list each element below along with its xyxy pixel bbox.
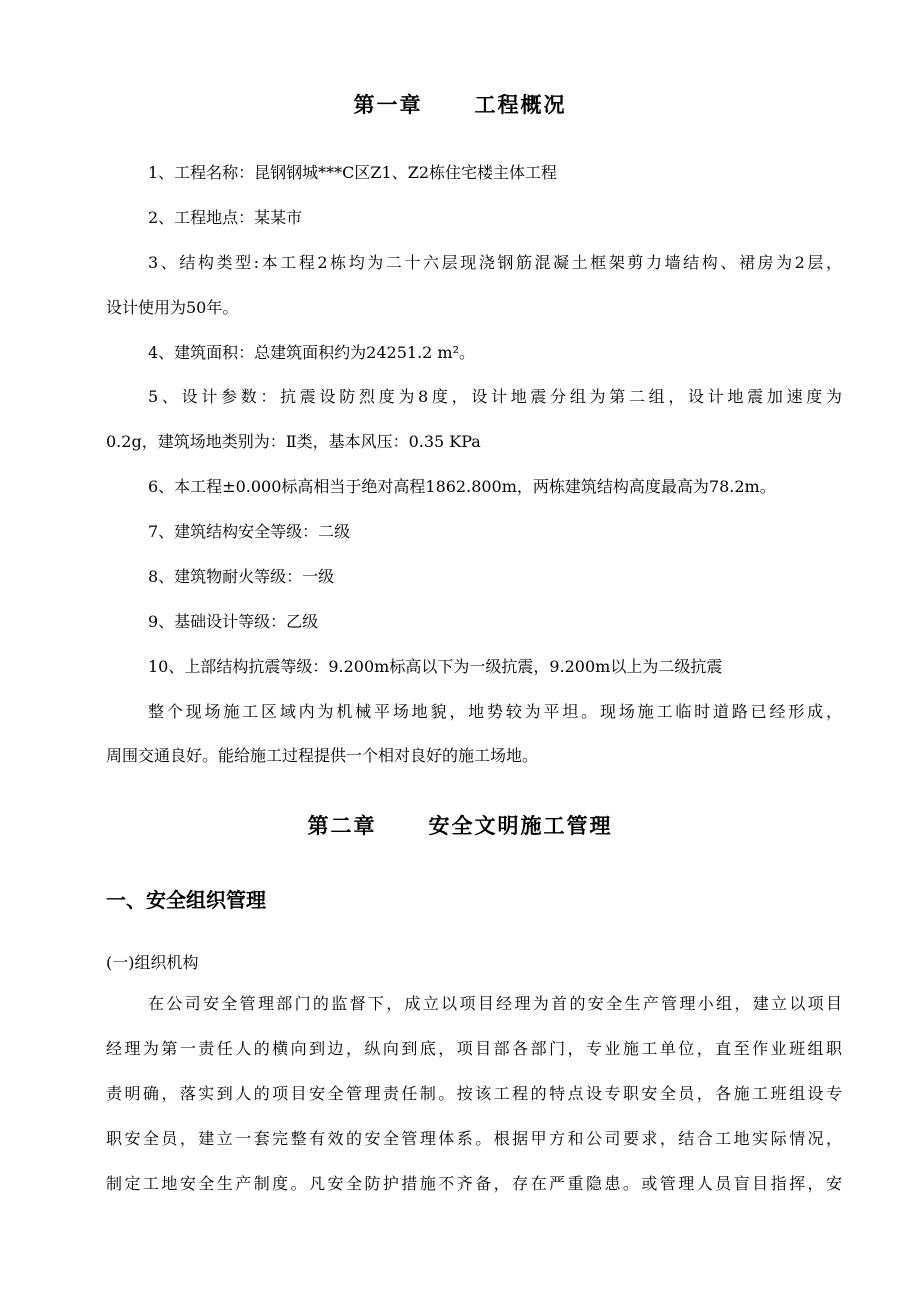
subsection-title: (一)组织机构 [106,953,199,972]
item-structure-type-cont: 设计使用为50年。 [106,298,239,317]
paragraph-line: 职安全员，建立一套完整有效的安全管理体系。根据甲方和公司要求，结合工地实际情况， [106,1129,842,1148]
chapter-1-label: 第一章 [353,93,423,117]
item-elevation: 6、本工程±0.000标高相当于绝对高程1862.800m，两栋建筑结构高度最高为78.2m。 [148,477,776,496]
item-design-params: 5、设计参数：抗震设防烈度为8度，设计地震分组为第二组，设计地震加速度为 [148,387,842,406]
item-safety-grade: 7、建筑结构安全等级：二级 [148,522,351,541]
item-foundation-grade: 9、基础设计等级：乙级 [148,612,319,631]
site-description: 整个现场施工区域内为机械平场地貌，地势较为平坦。现场施工临时道路已经形成， [148,702,842,721]
site-description-cont: 周围交通良好。能给施工过程提供一个相对良好的施工场地。 [106,746,539,765]
section-title: 一、安全组织管理 [106,888,266,912]
paragraph-line: 责明确，落实到人的项目安全管理责任制。按该工程的特点设专职安全员，各施工班组设专 [106,1084,842,1103]
paragraph-line: 经理为第一责任人的横向到边，纵向到底，项目部各部门，专业施工单位，直至作业班组职 [106,1039,842,1058]
chapter-2-label: 第二章 [307,814,377,838]
item-seismic-grade: 10、上部结构抗震等级：9.200m标高以下为一级抗震，9.200m以上为二级抗震 [148,657,723,676]
paragraph-line: 制定工地安全生产制度。凡安全防护措施不齐备，存在严重隐患。或管理人员盲目指挥，安 [106,1174,842,1193]
chapter-1-name: 工程概况 [474,93,567,117]
chapter-2-title [0,810,920,840]
item-structure-type: 3、结构类型:本工程2栋均为二十六层现浇钢筋混凝土框架剪力墙结构、裙房为2层， [148,253,842,272]
item-building-area: 4、建筑面积：总建筑面积约为24251.2 m²。 [148,343,476,362]
item-project-name: 1、工程名称：昆钢钢城***C区Z1、Z2栋住宅楼主体工程 [148,163,558,182]
paragraph-line: 在公司安全管理部门的监督下，成立以项目经理为首的安全生产管理小组，建立以项目 [148,994,842,1013]
item-fire-grade: 8、建筑物耐火等级：一级 [148,567,335,586]
chapter-1-title [0,89,920,119]
chapter-2-name: 安全文明施工管理 [428,814,613,838]
item-design-params-cont: 0.2g，建筑场地类别为：Ⅱ类，基本风压：0.35 KPa [106,432,481,451]
item-project-location: 2、工程地点：某某市 [148,208,303,227]
